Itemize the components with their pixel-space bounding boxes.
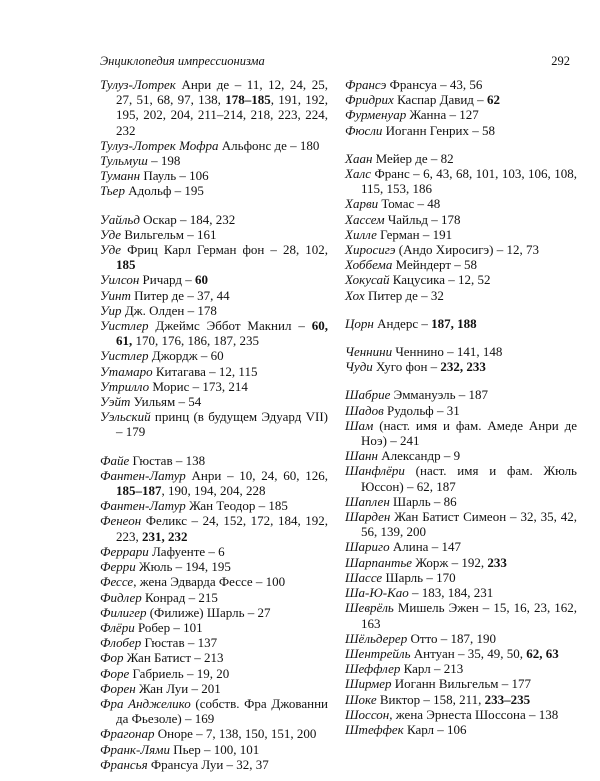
index-entry [100, 242, 328, 272]
index-entry [100, 303, 328, 318]
entry-surname: Фидлер [100, 589, 142, 605]
entry-text: Альфонс де – 180 [218, 137, 320, 153]
index-entry [345, 123, 577, 138]
entry-text: Жан Луи – 201 [135, 680, 221, 696]
index-entry [345, 316, 577, 331]
entry-surname: Шёльдерер [345, 630, 408, 646]
entry-surname: Ширмер [345, 676, 392, 692]
entry-surname: Фенеон [100, 513, 142, 529]
letter-group-gap [100, 199, 328, 212]
entry-text: Алина – 147 [389, 539, 461, 555]
entry-surname: Шентрейль [345, 645, 411, 661]
entry-text: Уильям – 54 [130, 394, 202, 410]
index-entry [100, 77, 328, 138]
entry-surname: Шоссон [345, 706, 390, 722]
index-entry [100, 394, 328, 409]
entry-text: Чайльд – 178 [384, 211, 461, 227]
index-column-left [100, 77, 328, 772]
index-entry [345, 387, 577, 402]
letter-group-gap [345, 331, 577, 344]
entry-text: Кацусика – 12, 52 [389, 272, 491, 288]
entry-surname: Флёри [100, 619, 135, 635]
entry-text: Каспар Давид – [393, 92, 487, 108]
entry-text: – 198 [147, 153, 181, 169]
index-entry [100, 559, 328, 574]
entry-text: Иоганн Вильгельм – 177 [391, 676, 532, 692]
index-entry [345, 344, 577, 359]
entry-text: Гюстав – 138 [129, 452, 206, 468]
entry-surname: Шоке [345, 691, 377, 707]
entry-surname: Шаплен [345, 493, 390, 509]
entry-surname: Тьер [100, 183, 125, 199]
index-entry [100, 742, 328, 757]
index-entry [100, 635, 328, 650]
index-entry [345, 631, 577, 646]
entry-surname: Фурменуар [345, 107, 407, 123]
index-entry [345, 196, 577, 211]
index-entry [345, 676, 577, 691]
entry-text: Хуго фон – [372, 359, 441, 375]
entry-surname: Туманн [100, 168, 141, 184]
entry-text: Мейер де – 82 [372, 150, 454, 166]
entry-text: Пауль – 106 [140, 168, 209, 184]
index-entry [345, 509, 577, 539]
entry-text: 170, 176, 186, 187, 235 [132, 333, 259, 349]
index-entry [100, 513, 328, 543]
entry-text: Рудольф – 31 [383, 402, 460, 418]
entry-main-pages: 233 [487, 554, 507, 570]
index-entry [100, 212, 328, 227]
entry-main-pages: 178–185 [225, 92, 271, 108]
index-entry [345, 585, 577, 600]
entry-text: , 191, 192, 195, 202, 204, 211–214, 218, 223, 224, 232 [116, 92, 329, 138]
letter-group-gap [100, 440, 328, 453]
entry-surname: Хох [345, 287, 365, 303]
index-entry [345, 646, 577, 661]
entry-text: (Андо Хиросигэ) – 12, 73 [395, 242, 539, 258]
index-entry [100, 348, 328, 363]
entry-surname: Тулуз-Лотрек Мофра [100, 137, 219, 153]
entry-surname: Уир [100, 302, 122, 318]
entry-text: (наст. имя и фам. Жюль Юссон) – 62, 187 [361, 463, 577, 494]
entry-surname: Ша-Ю-Као [345, 585, 409, 601]
entry-surname: Фантен-Латур [100, 467, 186, 483]
entry-main-pages: 233–235 [484, 691, 531, 707]
entry-surname: Фантен-Латур [100, 498, 186, 514]
entry-surname: Шадов [345, 402, 384, 418]
entry-surname: Хассем [345, 211, 385, 227]
letter-group-gap [345, 138, 577, 151]
index-entry [100, 227, 328, 242]
index-entry [100, 168, 328, 183]
entry-surname: Уде [100, 226, 122, 242]
index-entry [100, 757, 328, 772]
index-entry [345, 288, 577, 303]
entry-surname: Штеффек [345, 721, 404, 737]
index-entry [100, 544, 328, 559]
entry-text: Антуан – 35, 49, 50, [410, 645, 527, 661]
entry-surname: Чуди [345, 359, 373, 375]
entry-text: Франсуа Луи – 32, 37 [147, 756, 269, 772]
entry-surname: Феррари [100, 543, 149, 559]
entry-surname: Франсэ [345, 77, 387, 92]
entry-text: Александр – 9 [377, 448, 461, 464]
entry-surname: Уилсон [100, 272, 140, 288]
entry-text: Лафуенте – 6 [148, 543, 225, 559]
index-column-right [345, 77, 577, 737]
entry-text: Мишель Эжен – 15, 16, 23, 162, 163 [361, 600, 577, 631]
entry-surname: Шанн [345, 448, 378, 464]
entry-text: Отто – 187, 190 [407, 630, 497, 646]
entry-surname: Фюсли [345, 122, 383, 138]
entry-surname: Шанфлёри [345, 463, 405, 479]
entry-surname: Хокусай [345, 272, 390, 288]
index-entry [345, 92, 577, 107]
entry-surname: Хиросигэ [345, 242, 396, 258]
index-entry [345, 600, 577, 630]
index-entry [345, 242, 577, 257]
letter-group-gap [345, 303, 577, 316]
entry-surname: Ченнини [345, 344, 393, 360]
entry-text: Франс – 6, 43, 68, 101, 103, 106, 108, 115, 153, 186 [361, 166, 577, 197]
index-entry [100, 468, 328, 498]
entry-text: – 183, 184, 231 [408, 585, 494, 601]
entry-main-pages: 185–187 [116, 483, 162, 499]
entry-text: Анри – 10, 24, 60, 126, [185, 467, 328, 483]
entry-text: Пьер – 100, 101 [169, 741, 260, 757]
entry-text: Жан Батист – 213 [123, 650, 224, 666]
entry-surname: Шеффлер [345, 661, 401, 677]
index-entry [345, 707, 577, 722]
index-entry [345, 463, 577, 493]
entry-surname: Флобер [100, 635, 142, 651]
index-entry [100, 620, 328, 635]
entry-surname: Шариго [345, 539, 390, 555]
index-entry [345, 107, 577, 122]
page-header [100, 54, 570, 72]
entry-surname: Фессе [100, 574, 134, 590]
entry-surname: Хаан [345, 150, 373, 166]
index-entry [100, 681, 328, 696]
entry-text: Питер де – 37, 44 [130, 287, 230, 303]
entry-text: Жан Батист Симеон – 32, 35, 42, 56, 139, 200 [361, 509, 577, 540]
index-entry [345, 661, 577, 676]
running-title: Энциклопедия импрессионизма [100, 54, 265, 68]
entry-surname: Утрилло [100, 378, 150, 394]
entry-surname: Хилле [345, 226, 377, 242]
index-entry [100, 183, 328, 198]
entry-surname: Франсья [100, 756, 148, 772]
index-entry [345, 359, 577, 374]
entry-surname: Филигер [100, 604, 147, 620]
index-entry [100, 409, 328, 439]
entry-surname: Хоббема [345, 257, 393, 273]
index-entry [345, 539, 577, 554]
entry-text: , жена Эрнеста Шоссона – 138 [389, 706, 559, 722]
entry-surname: Тульмуш [100, 153, 148, 169]
index-entry [100, 153, 328, 168]
entry-text: Франсуа – 43, 56 [386, 77, 483, 92]
entry-surname: Шабрие [345, 387, 391, 403]
index-entry [345, 692, 577, 707]
entry-text: Габриель – 19, 20 [129, 665, 230, 681]
entry-surname: Фор [100, 650, 124, 666]
entry-surname: Цорн [345, 315, 374, 331]
entry-text: Ченнино – 141, 148 [392, 344, 503, 360]
entry-surname: Уде [100, 242, 122, 258]
index-entry [345, 448, 577, 463]
index-entry [100, 453, 328, 468]
entry-surname: Шарпантье [345, 554, 413, 570]
entry-text: Конрад – 215 [141, 589, 218, 605]
entry-surname: Форе [100, 665, 130, 681]
index-entry [100, 288, 328, 303]
entry-text: Адольф – 195 [124, 183, 204, 199]
index-entry [100, 364, 328, 379]
index-entry [100, 696, 328, 726]
index-entry [345, 272, 577, 287]
index-entry [100, 498, 328, 513]
entry-surname: Халс [345, 166, 372, 182]
entry-text: (Филиже) Шарль – 27 [146, 604, 271, 620]
entry-surname: Утамаро [100, 363, 153, 379]
entry-surname: Харви [345, 196, 379, 212]
index-entry [345, 227, 577, 242]
index-entry [100, 726, 328, 741]
index-entry [345, 494, 577, 509]
entry-text: Джордж – 60 [148, 348, 224, 364]
index-entry [345, 151, 577, 166]
index-entry [100, 318, 328, 348]
entry-main-pages: 60, 61, [116, 318, 328, 349]
entry-text: Вильгельм – 161 [121, 226, 217, 242]
entry-text: Шарль – 170 [382, 569, 456, 585]
index-entry [100, 650, 328, 665]
index-entry [100, 605, 328, 620]
entry-text: принц (в будущем Эдуард VII) – 179 [116, 409, 328, 440]
entry-text: Жорж – 192, [412, 554, 488, 570]
entry-text: Гюстав – 137 [141, 635, 218, 651]
entry-main-pages: 232, 233 [440, 359, 486, 375]
entry-text: Герман – 191 [376, 226, 453, 242]
entry-surname: Фрагонар [100, 726, 155, 742]
page-number: 292 [551, 54, 570, 68]
entry-surname: Шассе [345, 569, 383, 585]
entry-text: Робер – 101 [134, 619, 203, 635]
entry-text: (собств. Фра Джованни да Фьезоле) – 169 [116, 695, 329, 727]
entry-text: Джеймс Эббот Макнил – [148, 318, 312, 334]
index-entry [345, 555, 577, 570]
entry-text: Китагава – 12, 115 [152, 363, 258, 379]
entry-surname: Уинт [100, 287, 131, 303]
entry-main-pages: 187, 188 [431, 315, 477, 331]
index-entry [345, 722, 577, 737]
entry-text: Жан Теодор – 185 [185, 498, 288, 514]
index-entry [345, 403, 577, 418]
entry-text: Андерс – [373, 315, 432, 331]
index-entry [100, 272, 328, 287]
entry-text: Фриц Карл Герман фон – 28, 102, [121, 242, 328, 258]
entry-text: , жена Эдварда Фессе – 100 [133, 574, 286, 590]
entry-surname: Уистлер [100, 318, 149, 334]
entry-text: Виктор – 158, 211, [376, 691, 485, 707]
entry-text: Томас – 48 [378, 196, 441, 212]
entry-text: Феликс – 24, 152, 172, 184, 192, 223, [116, 513, 328, 544]
index-entry [100, 138, 328, 153]
entry-surname: Шам [345, 417, 374, 433]
entry-text: , 190, 194, 204, 228 [161, 483, 266, 499]
entry-surname: Шеврёль [345, 600, 394, 616]
index-entry [100, 379, 328, 394]
entry-surname: Уистлер [100, 348, 149, 364]
entry-text: Мейндерт – 58 [392, 257, 478, 273]
entry-text: Анри де – 11, 12, 24, 25, 27, 51, 68, 97, 138, [116, 77, 328, 108]
entry-main-pages: 62, 63 [526, 645, 559, 661]
entry-surname: Форен [100, 680, 136, 696]
entry-text: Эммануэль – 187 [390, 387, 489, 403]
index-entry [100, 574, 328, 589]
entry-text: Шарль – 86 [389, 493, 457, 509]
entry-surname: Уайльд [100, 211, 140, 227]
entry-text: Ричард – [139, 272, 195, 288]
entry-text: Жюль – 194, 195 [135, 559, 231, 575]
entry-text: Карл – 106 [403, 721, 467, 737]
entry-text: Оскар – 184, 232 [139, 211, 236, 227]
entry-text: Питер де – 32 [364, 287, 444, 303]
entry-surname: Фридрих [345, 92, 394, 108]
entry-text: Жанна – 127 [406, 107, 479, 123]
entry-surname: Уэйт [100, 394, 131, 410]
entry-main-pages: 231, 232 [142, 528, 188, 544]
entry-surname: Ферри [100, 559, 136, 575]
entry-surname: Уэльский [100, 409, 151, 425]
index-entry [345, 166, 577, 196]
entry-surname: Фра Анджелико [100, 695, 191, 711]
entry-text: Оноре – 7, 138, 150, 151, 200 [154, 726, 317, 742]
entry-main-pages: 60 [194, 272, 208, 288]
entry-text: Иоганн Генрих – 58 [382, 122, 496, 138]
entry-surname: Шарден [345, 509, 391, 525]
entry-text: Карл – 213 [400, 661, 464, 677]
entry-main-pages: 62 [486, 92, 500, 108]
entry-main-pages: 185 [116, 257, 136, 273]
entry-surname: Файе [100, 452, 130, 468]
index-entry [345, 257, 577, 272]
entry-text: Дж. Олден – 178 [121, 302, 217, 318]
index-entry [345, 212, 577, 227]
index-entry [100, 590, 328, 605]
letter-group-gap [345, 374, 577, 387]
entry-text: Морис – 173, 214 [149, 378, 248, 394]
index-entry [100, 666, 328, 681]
index-entry [345, 418, 577, 448]
index-entry [345, 77, 577, 92]
entry-text: (наст. имя и фам. Амеде Анри де Ноэ) – 241 [361, 417, 577, 449]
index-entry [345, 570, 577, 585]
entry-surname: Тулуз-Лотрек [100, 77, 176, 92]
entry-surname: Франк-Лями [100, 741, 170, 757]
